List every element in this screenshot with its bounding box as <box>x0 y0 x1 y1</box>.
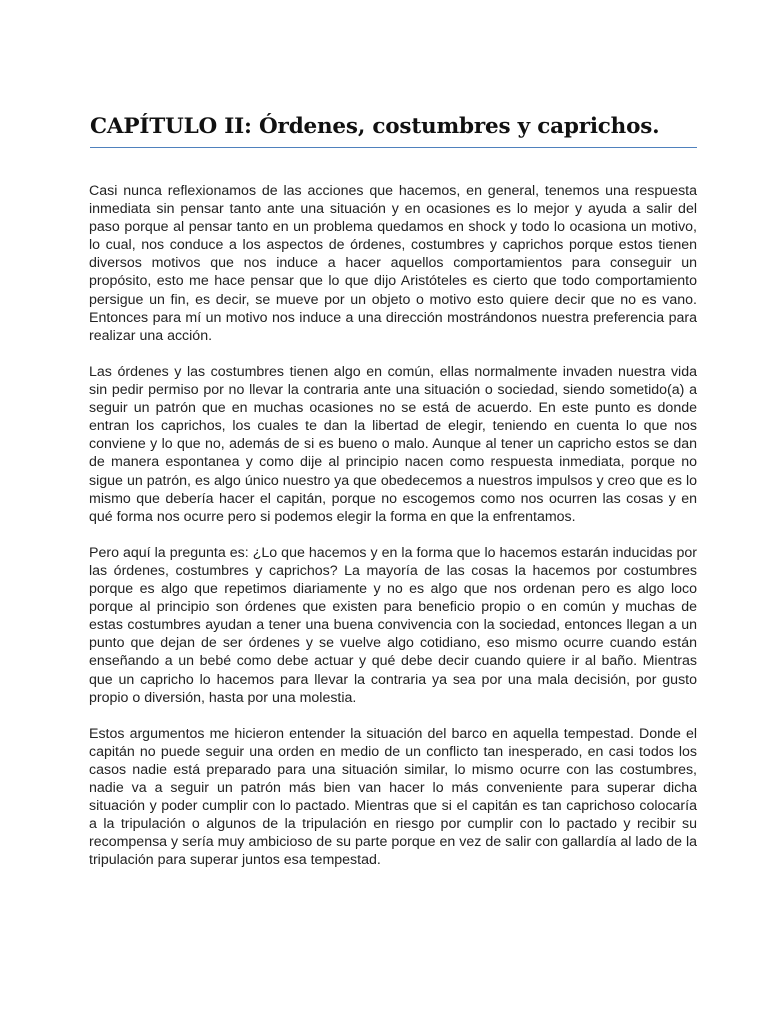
body-text <box>89 182 697 888</box>
paragraph-4: Estos argumentos me hicieron entender la situación del barco en aquella tempestad. Donde el capitán no puede seguir una orden en medio de un conflicto tan inesperado, en casi todos los casos nadie está preparado para una situación similar, lo mismo ocurre con las costumbres, nadie va a seguir un patrón más bien van hacer lo más conveniente para superar dicha situación y poder cumplir con lo pactado. Mientras que si el capitán es tan caprichoso colocaría a la tripulación o algunos de la tripulación en riesgo por cumplir con lo pactado y recibir su recompensa y sería muy ambicioso de su parte porque en vez de salir con gallardía al lado de la tripulación para superar juntos esa tempestad. <box>89 725 697 869</box>
chapter-heading: CAPÍTULO II: Órdenes, costumbres y caprichos. <box>90 114 660 139</box>
paragraph-3: Pero aquí la pregunta es: ¿Lo que hacemos y en la forma que lo hacemos estarán inducidas por las órdenes, costumbres y caprichos? La mayoría de las cosas la hacemos por costumbres porque es algo que repetimos diariamente y no es algo que nos ordenan pero es algo loco porque al principio son órdenes que existen para beneficio propio o en común y muchas de estas costumbres ayudan a tener una buena convivencia con la sociedad, entonces llegan a un punto que dejan de ser órdenes y se vuelve algo cotidiano, eso mismo ocurre cuando están enseñando a un bebé como debe actuar y qué debe decir cuando quiere ir al baño. Mientras que un capricho lo hacemos para llevar la contraria ya sea por una mala decisión, por gusto propio o diversión, hasta por una molestia. <box>89 544 697 706</box>
paragraph-2: Las órdenes y las costumbres tienen algo en común, ellas normalmente invaden nuestra vida sin pedir permiso por no llevar la contraria ante una situación o sociedad, siendo sometido(a) a seguir un patrón que en muchas ocasiones no se está de acuerdo. En este punto es donde entran los caprichos, los cuales te dan la libertad de elegir, teniendo en cuenta lo que nos conviene y lo que no, además de si es bueno o malo. Aunque al tener un capricho estos se dan de manera espontanea y como dije al principio nacen como respuesta inmediata, porque no sigue un patrón, es algo único nuestro ya que obedecemos a nuestros impulsos y creo que es lo mismo que debería hacer el capitán, porque no escogemos como nos ocurren las cosas y en qué forma nos ocurre pero si podemos elegir la forma en que la enfrentamos. <box>89 363 697 525</box>
paragraph-1: Casi nunca reflexionamos de las acciones que hacemos, en general, tenemos una respuesta inmediata sin pensar tanto ante una situación y en ocasiones es lo mejor y ayuda a salir del paso porque al pensar tanto en un problema quedamos en shock y todo lo ocasiona un motivo, lo cual, nos conduce a los aspectos de órdenes, costumbres y caprichos porque estos tienen diversos motivos que nos induce a hacer aquellos comportamientos para conseguir un propósito, esto me hace pensar que lo que dijo Aristóteles es cierto que todo comportamiento persigue un fin, es decir, se mueve por un objeto o motivo esto quiere decir que no es vano. Entonces para mí un motivo nos induce a una dirección mostrándonos nuestra preferencia para realizar una acción. <box>89 183 697 344</box>
heading-underline-rule <box>90 147 697 148</box>
